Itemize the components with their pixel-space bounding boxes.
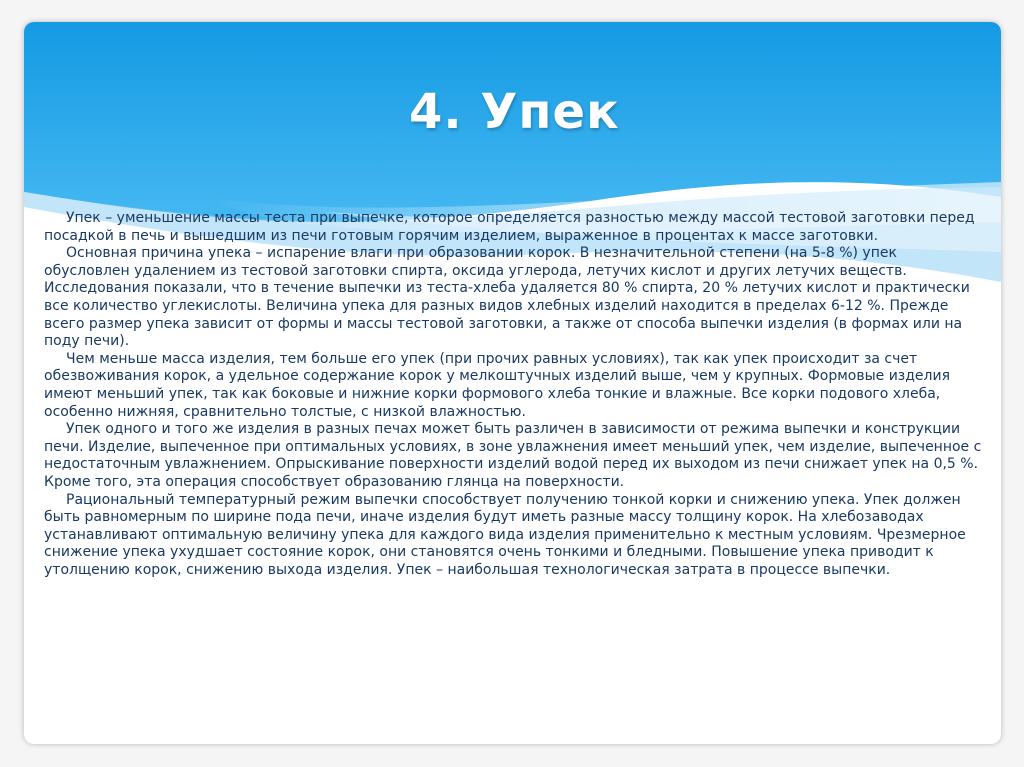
paragraph-mass-dependence: Чем меньше масса изделия, тем больше его упек (при прочих равных условиях), так как упек происходит за счет обезвоживания корок, а удельное содержание корок у мелкоштучных изделий выше, чем у крупных. Формовые изделия имеют меньший упек, так как боковые и нижние корки формового хлеба тонкие и влажные. Все корки подового хлеба, особенно нижняя, сравнительно толстые, с низкой влажностью.	[44, 350, 951, 420]
slide-title: 4. Упек	[409, 84, 620, 140]
paragraph-temperature-regime: Рациональный температурный режим выпечки способствует получению тонкой корки и снижению упека. Упек должен быть равномерным по ширине пода печи, иначе изделия будут иметь разные массу толщину корок. На хлебозаводах устанавливают оптимальную величину упека для каждого вида изделия применительно к местным условиям. Чрезмерное снижение упека ухудшает состояние корок, они становятся очень тонкими и бледными. Повышение упека приводит к утолщению корок, снижению выхода изделия. Упек – наибольшая технологическая затрата в процессе выпечки.	[44, 491, 966, 578]
paragraph-oven-dependence: Упек одного и того же изделия в разных печах может быть различен в зависимости от режима выпечки и конструкции печи. Изделие, выпеченное при оптимальных условиях, в зоне увлажнения имеет меньший упек, чем изделие, выпеченное с недостаточным увлажнением. Опрыскивание поверхности изделий водой перед их выходом из печи снижает упек на 0,5 %. Кроме того, эта операция способствует образованию глянца на поверхности.	[44, 421, 982, 490]
paragraph-definition: Упек – уменьшение массы теста при выпечке, которое определяется разностью между массой тестовой заготовки перед посадкой в печь и вышедшим из печи готовым горячим изделием, выраженное в процентах к массе заготовки.	[44, 210, 975, 244]
slide-body	[44, 210, 984, 579]
paragraph-main-cause: Основная причина упека – испарение влаги при образовании корок. В незначительной степени (на 5-8 %) упек обусловлен удалением из тестовой заготовки спирта, оксида углерода, летучих кислот и других летучих веществ. Исследования показали, что в течение выпечки из теста-хлеба удаляется 80 % спирта, 20 % летучих кислот и практически все количество углекислоты. Величина упека для разных видов хлебных изделий находится в пределах 6-12 %. Прежде всего размер упека зависит от формы и массы тестовой заготовки, а также от способа выпечки изделия (в формах или на поду печи).	[44, 245, 970, 350]
slide	[24, 22, 1001, 744]
